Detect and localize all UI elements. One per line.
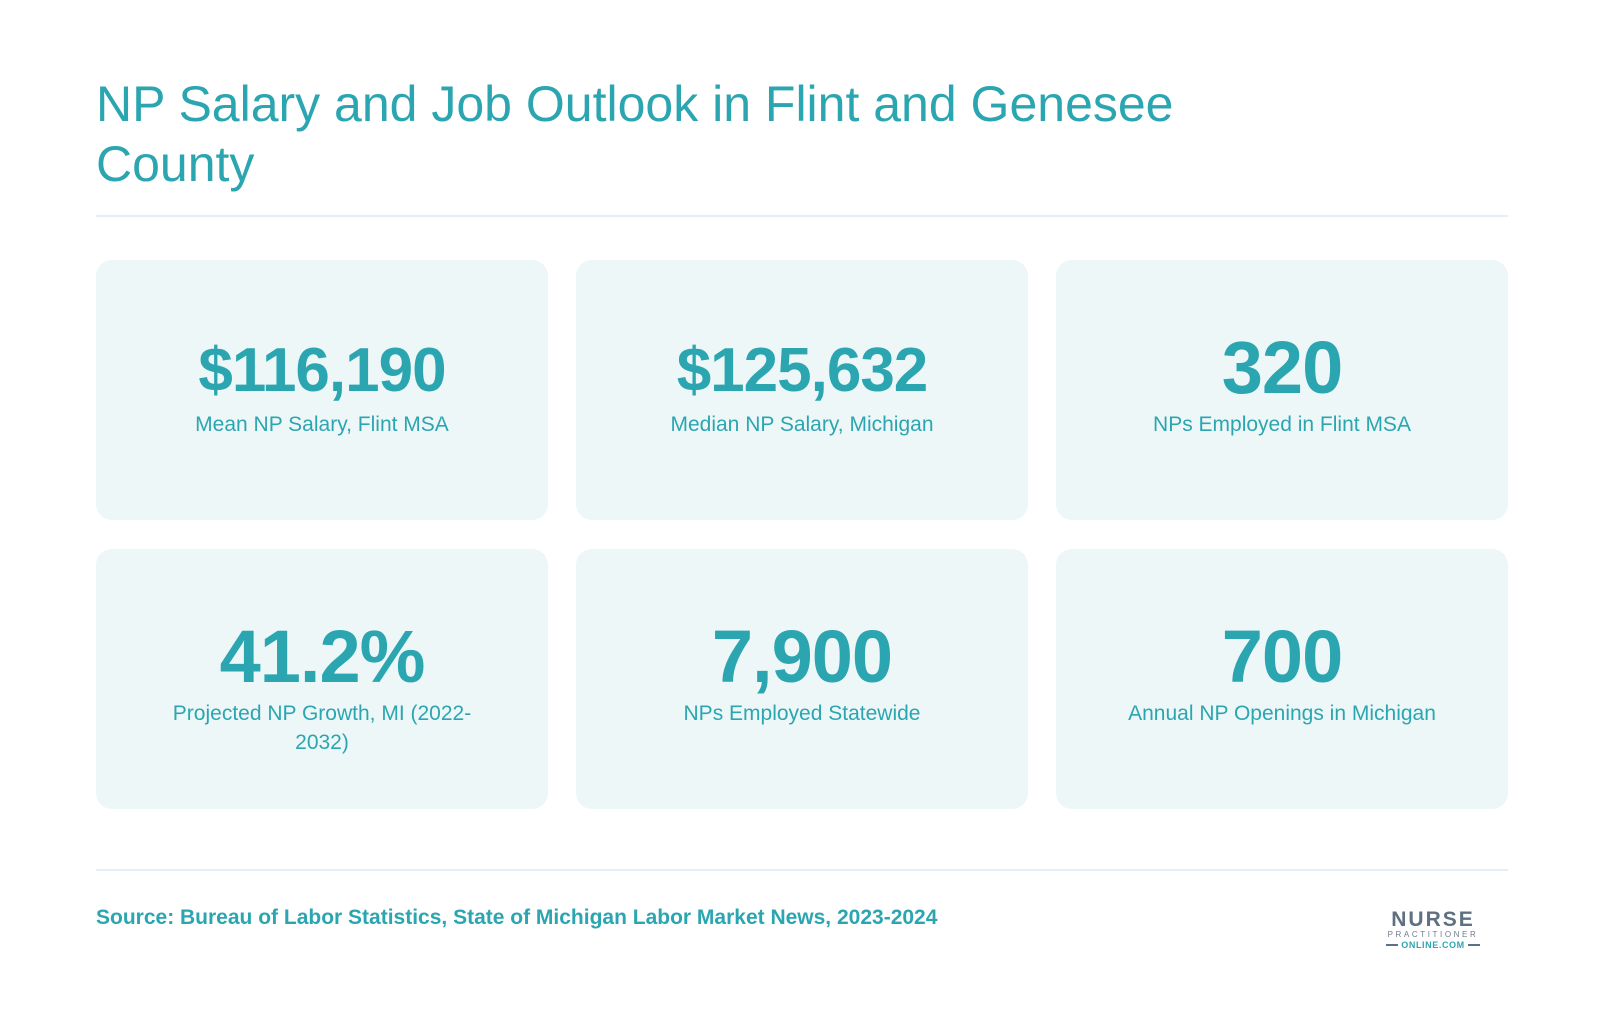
stat-label: NPs Employed in Flint MSA xyxy=(1153,413,1411,436)
stat-value: 320 xyxy=(1221,326,1343,409)
logo-subtitle: PRACTITIONER xyxy=(1387,930,1479,939)
stats-grid xyxy=(96,260,1508,809)
stat-label: Annual NP Openings in Michigan xyxy=(1128,702,1436,725)
logo-domain-row xyxy=(1378,940,1488,950)
stat-card-nps-employed-flint xyxy=(1056,260,1508,520)
logo-word: NURSE xyxy=(1391,908,1475,931)
stat-card-nps-employed-statewide xyxy=(576,549,1028,809)
title-divider xyxy=(96,215,1508,217)
stat-label: Projected NP Growth, MI (2022-2032) xyxy=(172,702,472,754)
stat-card-projected-growth xyxy=(96,549,548,809)
stat-value: $116,190 xyxy=(198,336,446,405)
source-citation: Source: Bureau of Labor Statistics, State of Michigan Labor Market News, 2023-2024 xyxy=(96,906,938,929)
stat-card-median-salary xyxy=(576,260,1028,520)
stat-label: Median NP Salary, Michigan xyxy=(670,413,934,436)
stat-label: NPs Employed Statewide xyxy=(683,702,921,725)
stat-value: 700 xyxy=(1221,615,1343,698)
stat-card-annual-openings xyxy=(1056,549,1508,809)
logo-domain: ONLINE.COM xyxy=(1401,940,1465,950)
stat-value: 7,900 xyxy=(711,615,893,698)
stat-label: Mean NP Salary, Flint MSA xyxy=(195,413,449,436)
logo-dash-left xyxy=(1386,944,1398,946)
stat-card-mean-salary xyxy=(96,260,548,520)
logo-dash-right xyxy=(1468,944,1480,946)
stat-value: 41.2% xyxy=(219,615,425,698)
stat-value: $125,632 xyxy=(676,336,928,405)
nurse-practitioner-online-logo xyxy=(1378,910,1488,950)
footer-divider xyxy=(96,869,1508,871)
page-title: NP Salary and Job Outlook in Flint and Genesee County xyxy=(96,76,1174,192)
